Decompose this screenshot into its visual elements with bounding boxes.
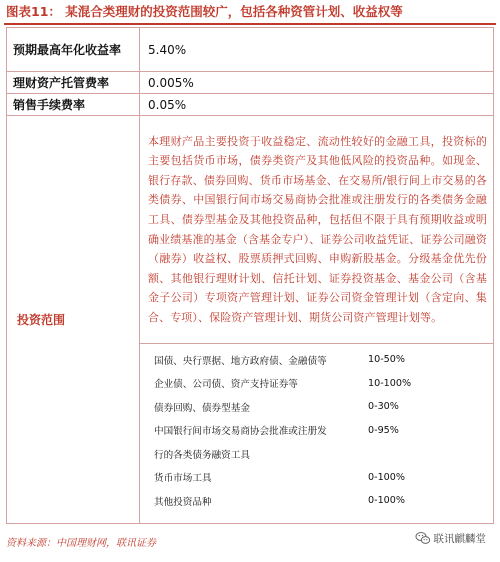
product-table [6, 27, 494, 524]
title-divider [4, 23, 496, 25]
table-row [7, 28, 494, 72]
row-label-max-yield: 预期最高年化收益率 [7, 28, 140, 72]
wechat-icon [415, 530, 431, 546]
row-label-custody-fee: 理财资产托管费率 [7, 72, 140, 94]
source-note: 资料来源：中国理财网，联讯证券 [6, 538, 156, 549]
allocation-range: 10-100% [368, 377, 412, 389]
table-row [7, 116, 494, 344]
table-row [7, 94, 494, 116]
investment-scope-label: 投资范围 [7, 116, 140, 524]
allocation-row [148, 419, 487, 443]
allocation-row [148, 395, 487, 419]
allocation-name: 国债、央行票据、地方政府债、金融债等 [154, 355, 327, 367]
table-row [7, 72, 494, 94]
allocation-cell [140, 344, 494, 524]
allocation-name: 行的各类债务融资工具 [154, 449, 250, 461]
allocation-range: 10-50% [368, 354, 405, 366]
figure-title: 图表11： 某混合类理财的投资范围较广，包括各种资管计划、收益权等 [6, 4, 403, 19]
investment-scope-description: 本理财产品主要投资于收益稳定、流动性较好的金融工具，投资标的主要包括货币市场，债券类资产及其他低风险的投资品种。如现金、银行存款、债券回购、货币市场基金、在交易所/银行间上市交易的各类债券、中国银行间市场交易商协会批准或注册发行的各类债务金融工具、债券型基金及其他投资品种，包括但不限于具有预期收益或明确业绩基准的基金（含基金专户）、证券公司收益凭证、证券公司融资（融券）收益权、股票质押式回购、申购新股基金。分级基金优先份额、其他银行理财计划、信托计划、证券投资基金、基金公司（含基金子公司）专项资产管理计划、证券公司资金管理计划（含定向、集合、专项）、保险资产管理计划、期货公司资产管理计划等。 [140, 116, 494, 344]
allocation-range [364, 442, 487, 466]
allocation-name: 债券回购、债券型基金 [154, 402, 250, 414]
allocation-table [148, 348, 487, 513]
allocation-range: 0-95% [368, 424, 399, 436]
allocation-row [148, 372, 487, 396]
allocation-range: 0-100% [368, 495, 405, 507]
watermark [415, 530, 487, 546]
allocation-name: 企业债、公司债、资产支持证券等 [154, 379, 298, 391]
allocation-name: 中国银行间市场交易商协会批准或注册发 [154, 426, 327, 438]
watermark-text: 联讯麒麟堂 [433, 532, 486, 545]
row-value-custody-fee: 0.005% [140, 72, 494, 94]
allocation-row [148, 489, 487, 513]
row-label-sales-fee: 销售手续费率 [7, 94, 140, 116]
allocation-row [148, 466, 487, 490]
allocation-range: 0-100% [368, 471, 405, 483]
row-value-max-yield: 5.40% [140, 28, 494, 72]
allocation-row [148, 348, 487, 372]
allocation-row [148, 442, 487, 466]
allocation-name: 其他投资品种 [154, 496, 212, 508]
allocation-name: 货币市场工具 [154, 473, 212, 485]
row-value-sales-fee: 0.05% [140, 94, 494, 116]
allocation-range: 0-30% [368, 401, 399, 413]
